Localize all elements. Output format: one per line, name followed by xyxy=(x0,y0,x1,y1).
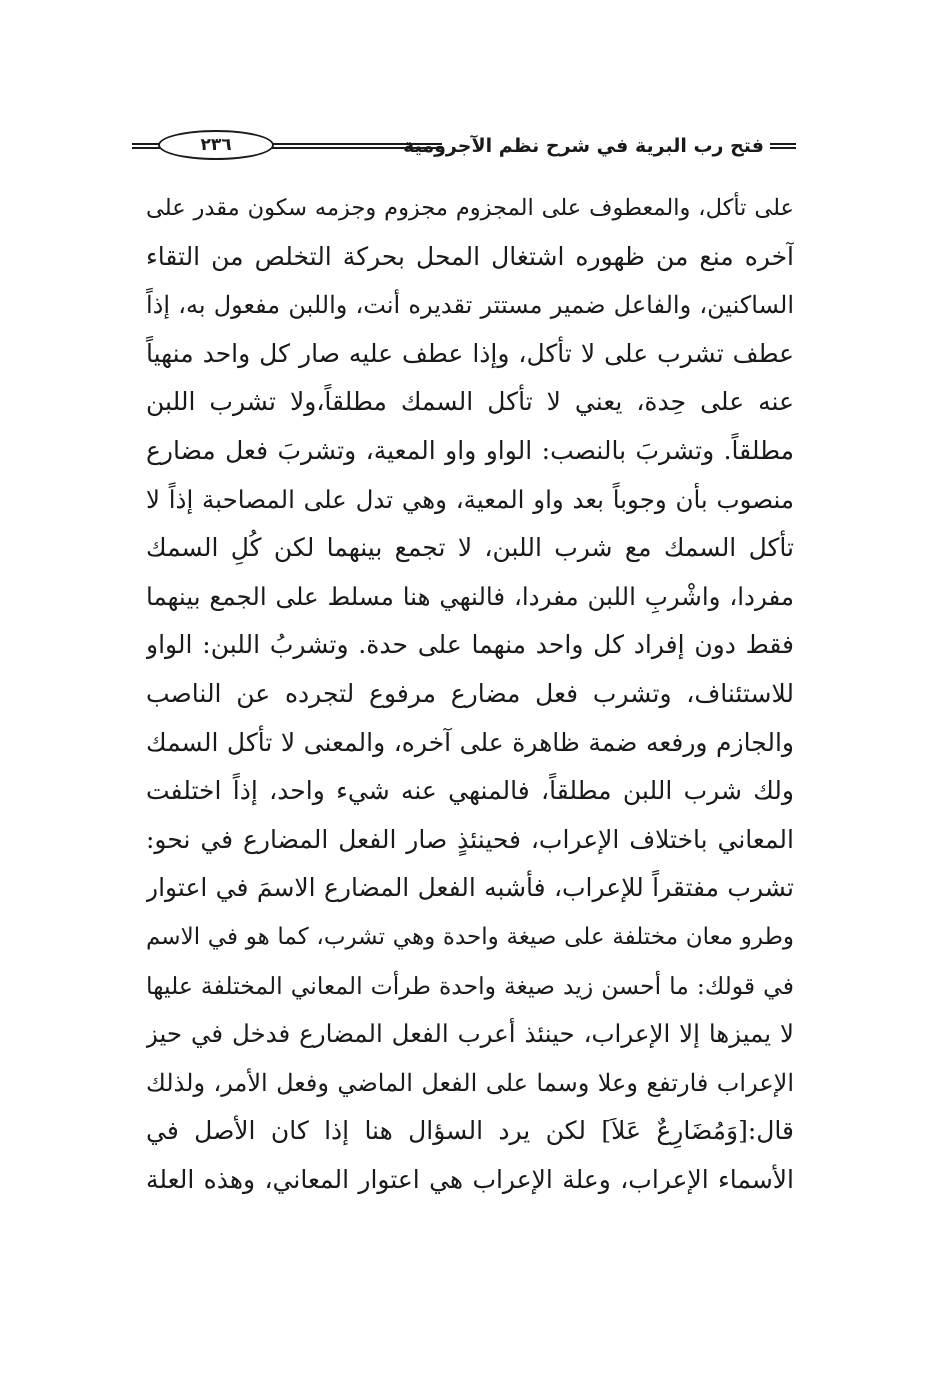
header-title: فتح رب البرية في شرح نظم الآجرومية xyxy=(403,135,764,157)
text-line: في قولك: ما أحسن زيد صيغة واحدة طرأت المعاني المختلفة عليها xyxy=(146,971,794,1000)
text-line: عطف تشرب على لا تأكل، وإذا عطف عليه صار كل واحد منهياً xyxy=(146,338,794,368)
text-line: لا يميزها إلا الإعراب، حينئذ أعرب الفعل المضارع فدخل في حيز xyxy=(146,1019,794,1049)
text-line: والجازم ورفعه ضمة ظاهرة على آخره، والمعنى لا تأكل السمك xyxy=(146,727,794,757)
text-line: آخره منع من ظهوره اشتغال المحل بحركة التخلص من التقاء xyxy=(146,241,794,271)
page-number-oval xyxy=(158,130,274,160)
text-line: الساكنين، والفاعل ضمير مستتر تقديره أنت، واللبن مفعول به، إذاً xyxy=(146,291,794,320)
text-line: فقط دون إفراد كل واحد منهما على حدة. وتشربُ اللبن: الواو xyxy=(146,630,794,660)
text-line: المعاني باختلاف الإعراب، فحينئذٍ صار الفعل المضارع في نحو: xyxy=(146,824,794,854)
header-rule-left xyxy=(132,143,160,149)
text-line: ولك شرب اللبن مطلقاً، فالمنهي عنه شيء واحد، إذاً اختلفت xyxy=(146,776,794,806)
text-line: للاستئناف، وتشرب فعل مضارع مرفوع لتجرده عن الناصب xyxy=(146,678,794,708)
header-rule-middle xyxy=(272,143,442,149)
text-line: منصوب بأن وجوباً بعد واو المعية، وهي تدل على المصاحبة إذاً لا xyxy=(146,484,794,514)
text-line: الأسماء الإعراب، وعلة الإعراب هي اعتوار المعاني، وهذه العلة xyxy=(146,1164,794,1194)
header-rule-right xyxy=(770,143,796,149)
body-text xyxy=(146,184,794,1204)
text-line: تأكل السمك مع شرب اللبن، لا تجمع بينهما لكن كُلِ السمك xyxy=(146,533,794,563)
text-line: الإعراب فارتفع وعلا وسما على الفعل الماضي وفعل الأمر، ولذلك xyxy=(146,1068,794,1097)
page-number: ٢٣٦ xyxy=(200,135,232,155)
text-line: وطرو معان مختلفة على صيغة واحدة وهي تشرب، كما هو في الاسم xyxy=(146,923,794,950)
running-header xyxy=(132,128,796,168)
text-line: على تأكل، والمعطوف على المجزوم مجزوم وجزمه سكون مقدر على xyxy=(146,195,794,221)
text-line: مطلقاً. وتشربَ بالنصب: الواو واو المعية، وتشربَ فعل مضارع xyxy=(146,435,794,465)
text-line: مفردا، واشْربِ اللبن مفردا، فالنهي هنا مسلط على الجمع بينهما xyxy=(146,581,794,611)
text-line: تشرب مفتقراً للإعراب، فأشبه الفعل المضارع الاسمَ في اعتوار xyxy=(146,873,794,903)
text-line: قال:[وَمُضَارِعٌ عَلاَ] لكن يرد السؤال هنا إذا كان الأصل في xyxy=(146,1116,794,1146)
text-line: عنه على حِدة، يعني لا تأكل السمك مطلقاً،ولا تشرب اللبن xyxy=(146,387,794,417)
